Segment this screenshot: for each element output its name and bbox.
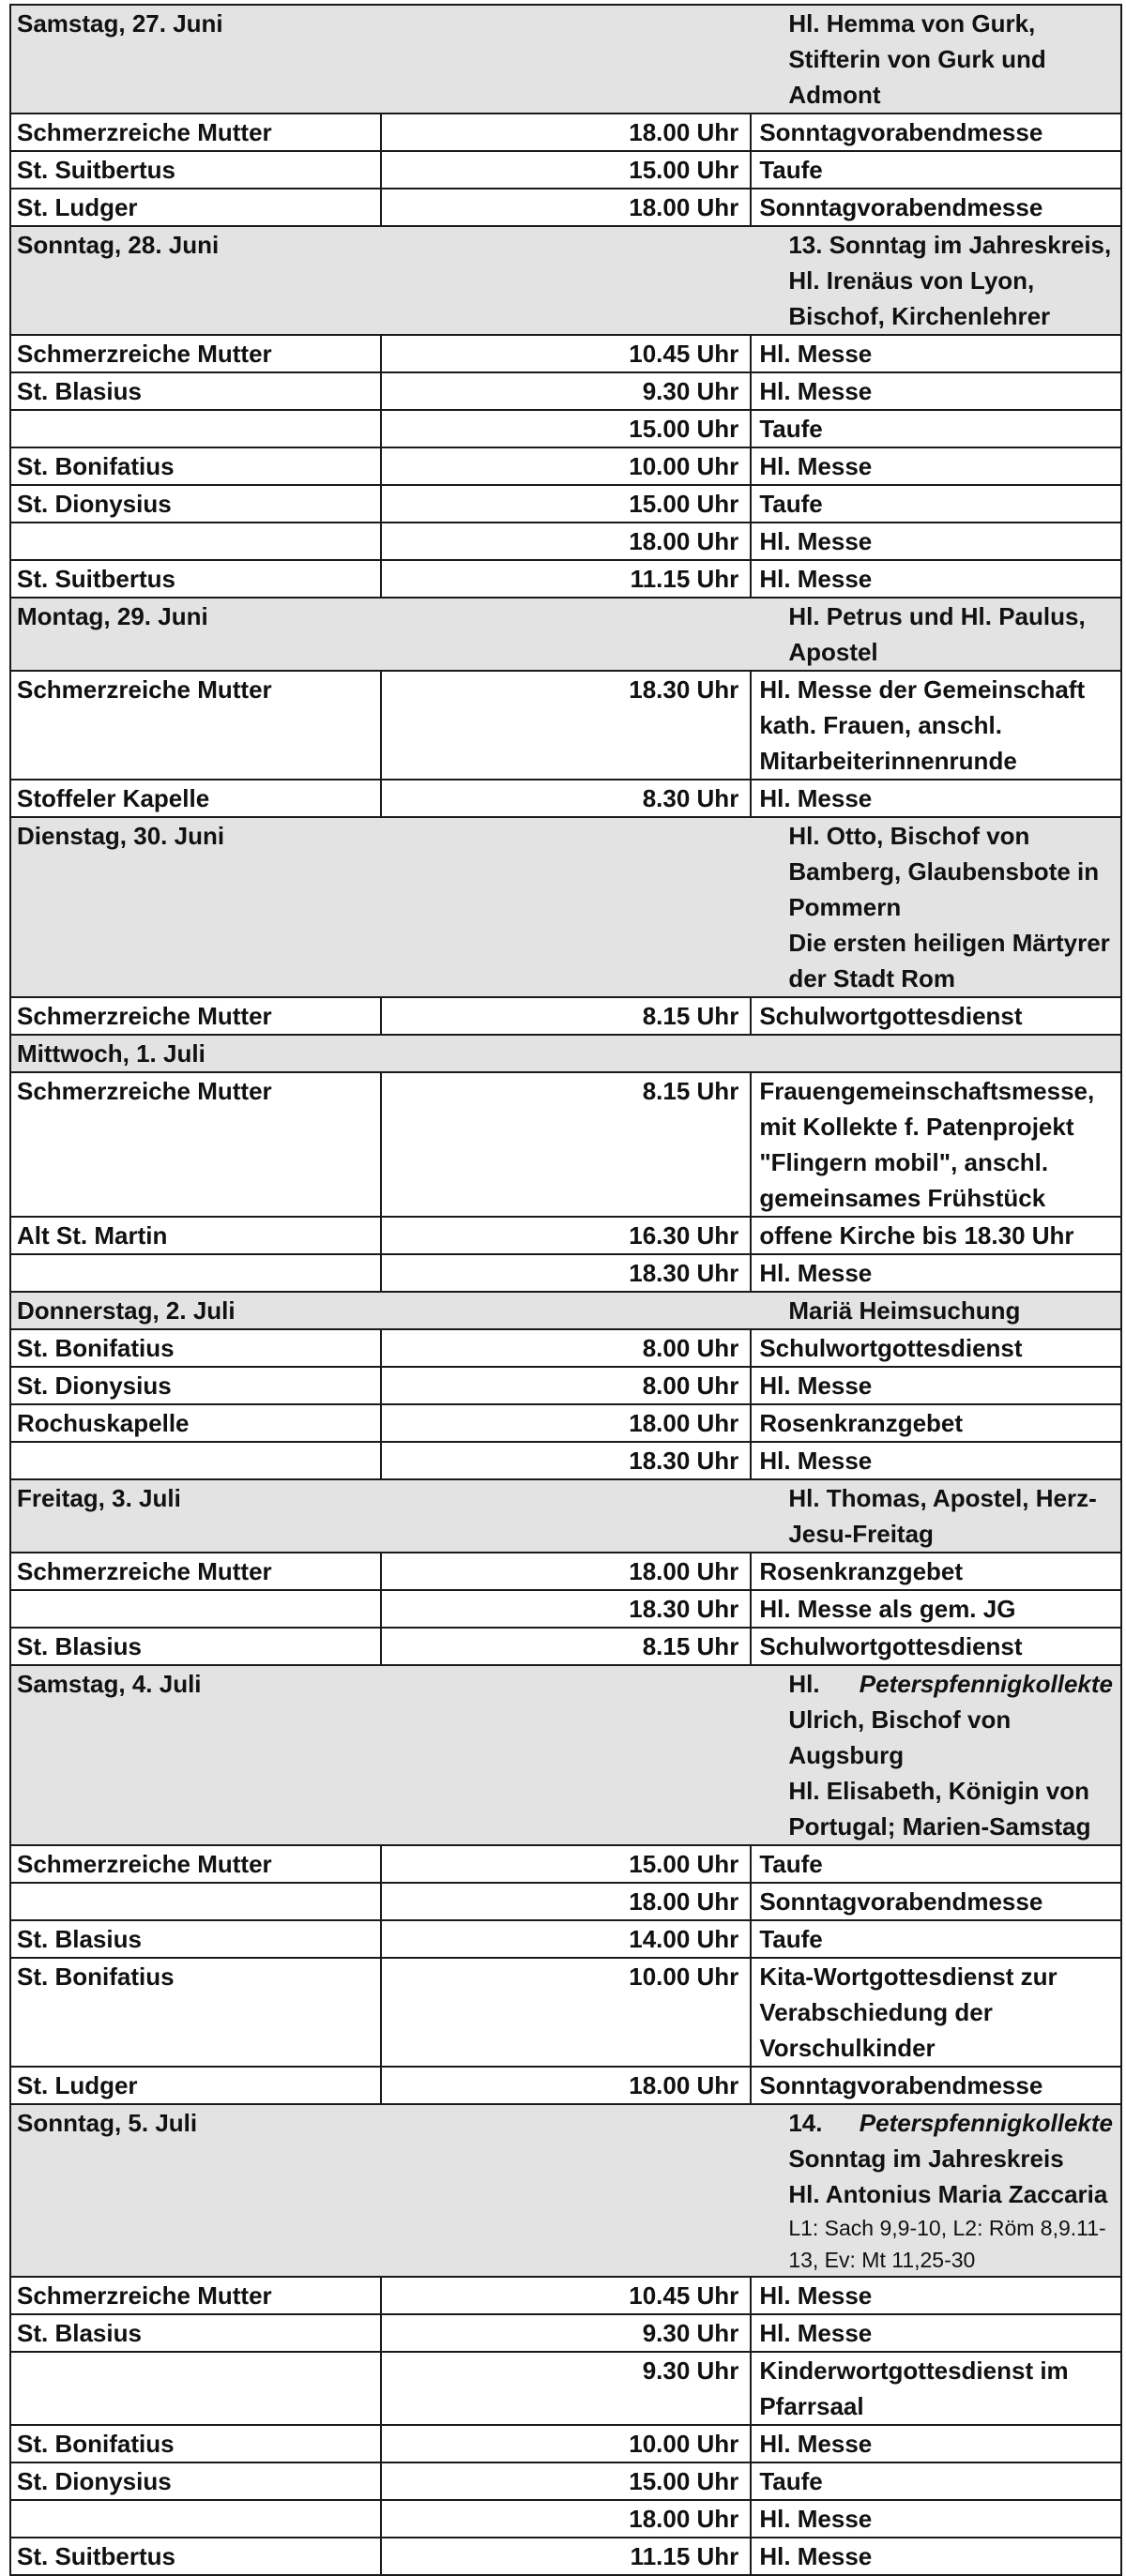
service-row: [10, 151, 1121, 189]
church-name: Schmerzreiche Mutter: [10, 671, 381, 780]
feast-line: Hl. Petrus und Hl. Paulus, Apostel: [788, 602, 1086, 666]
service-time: 11.15 Uhr: [381, 560, 752, 598]
service-time: 15.00 Uhr: [381, 1845, 752, 1883]
service-row: [10, 1883, 1121, 1920]
service-text: Taufe: [759, 156, 823, 184]
day-header-row: [10, 1035, 1121, 1072]
service-description: [751, 997, 1121, 1035]
service-time: 10.45 Uhr: [381, 2277, 752, 2314]
service-text: offene Kirche bis 18.30 Uhr: [759, 1221, 1074, 1250]
service-text: Sonntagvorabendmesse: [759, 2071, 1043, 2099]
service-text: Frauengemeinschaftsmesse, mit Kollekte f. Patenprojekt: [759, 1077, 1095, 1141]
service-row: [10, 2352, 1121, 2425]
church-name: St. Ludger: [10, 2067, 381, 2104]
service-text: Hl. Messe: [759, 565, 873, 593]
service-row: [10, 1845, 1121, 1883]
feast-line: 14. Sonntag im Jahreskreis: [788, 2109, 1064, 2173]
service-time: 16.30 Uhr: [381, 1217, 752, 1254]
service-time: 10.45 Uhr: [381, 335, 752, 372]
feast-line: Hl. Ulrich, Bischof von Augsburg: [788, 1670, 1012, 1769]
day-label: Dienstag, 30. Juni: [10, 817, 751, 997]
service-row: [10, 1590, 1121, 1628]
day-feast-info: [751, 5, 1121, 114]
day-label: Samstag, 4. Juli: [10, 1665, 751, 1845]
service-row: [10, 410, 1121, 447]
service-time: 9.30 Uhr: [381, 2314, 752, 2352]
service-row: [10, 485, 1121, 523]
day-feast-info: [751, 2104, 1121, 2277]
mass-schedule-table: [9, 4, 1122, 2576]
service-time: 8.15 Uhr: [381, 997, 752, 1035]
church-name: St. Blasius: [10, 1920, 381, 1958]
service-row: [10, 780, 1121, 817]
service-time: 18.00 Uhr: [381, 2500, 752, 2538]
service-row: [10, 335, 1121, 372]
day-feast-info: [751, 1292, 1121, 1329]
service-text: Rosenkranzgebet: [759, 1409, 964, 1437]
church-name: Schmerzreiche Mutter: [10, 335, 381, 372]
service-text: Hl. Messe: [759, 1371, 873, 1400]
service-text: Sonntagvorabendmesse: [759, 118, 1043, 146]
service-text: Hl. Messe als gem. JG: [759, 1595, 1016, 1623]
service-row: [10, 2314, 1121, 2352]
service-time: 15.00 Uhr: [381, 410, 752, 447]
service-description: [751, 1254, 1121, 1292]
day-label: Donnerstag, 2. Juli: [10, 1292, 751, 1329]
church-name: [10, 2352, 381, 2425]
collection-note: Peterspfennigkollekte: [859, 1670, 1113, 1698]
service-time: 9.30 Uhr: [381, 372, 752, 410]
feast-line: Die ersten heiligen Märtyrer der Stadt Rom: [788, 929, 1110, 993]
church-name: Schmerzreiche Mutter: [10, 1072, 381, 1217]
day-header-row: [10, 1292, 1121, 1329]
service-text: Hl. Messe: [759, 2319, 873, 2347]
service-text: Taufe: [759, 1925, 823, 1953]
service-row: [10, 1254, 1121, 1292]
service-text: Taufe: [759, 2467, 823, 2495]
service-text-continued: Vorschulkinder: [759, 2034, 936, 2062]
service-description: [751, 1958, 1121, 2067]
service-time: 18.30 Uhr: [381, 671, 752, 780]
schedule-sheet: [9, 4, 1122, 2576]
service-text: Hl. Messe: [759, 1259, 873, 1287]
church-name: Alt St. Martin: [10, 1217, 381, 1254]
day-label: Montag, 29. Juni: [10, 598, 751, 671]
service-row: [10, 2425, 1121, 2462]
church-name: [10, 2500, 381, 2538]
church-name: Stoffeler Kapelle: [10, 780, 381, 817]
service-row: [10, 2277, 1121, 2314]
service-row: [10, 560, 1121, 598]
service-text: Hl. Messe: [759, 527, 873, 555]
day-header-row: [10, 2104, 1121, 2277]
service-time: 10.00 Uhr: [381, 1958, 752, 2067]
service-time: 18.00 Uhr: [381, 1553, 752, 1590]
church-name: Schmerzreiche Mutter: [10, 2277, 381, 2314]
church-name: St. Bonifatius: [10, 2425, 381, 2462]
church-name: [10, 1883, 381, 1920]
service-row: [10, 2500, 1121, 2538]
service-time: 15.00 Uhr: [381, 151, 752, 189]
day-label: Samstag, 27. Juni: [10, 5, 751, 114]
service-text: Schulwortgottesdienst: [759, 1002, 1023, 1030]
service-text: Hl. Messe der Gemeinschaft kath. Frauen, anschl.: [759, 675, 1086, 739]
church-name: St. Suitbertus: [10, 2538, 381, 2575]
church-name: Schmerzreiche Mutter: [10, 1845, 381, 1883]
service-description: [751, 523, 1121, 560]
church-name: St. Ludger: [10, 189, 381, 226]
service-description: [751, 1920, 1121, 1958]
service-text: Schulwortgottesdienst: [759, 1334, 1023, 1362]
church-name: St. Suitbertus: [10, 560, 381, 598]
service-time: 9.30 Uhr: [381, 2352, 752, 2425]
service-text: Taufe: [759, 1850, 823, 1878]
service-description: [751, 2067, 1121, 2104]
service-row: [10, 1367, 1121, 1404]
day-label: Sonntag, 5. Juli: [10, 2104, 751, 2277]
collection-note: Peterspfennigkollekte: [859, 2109, 1113, 2137]
service-description: [751, 1845, 1121, 1883]
service-time: 8.30 Uhr: [381, 780, 752, 817]
service-description: [751, 2538, 1121, 2575]
feast-line: 13. Sonntag im Jahreskreis,: [788, 231, 1112, 259]
service-row: [10, 1329, 1121, 1367]
service-time: 8.15 Uhr: [381, 1072, 752, 1217]
service-description: [751, 1628, 1121, 1665]
service-row: [10, 114, 1121, 151]
service-description: [751, 1367, 1121, 1404]
service-row: [10, 1553, 1121, 1590]
church-name: [10, 410, 381, 447]
day-feast-info: [751, 1665, 1121, 1845]
service-text-continued: "Flingern mobil", anschl. gemeinsames Frühstück: [759, 1148, 1049, 1212]
church-name: [10, 1442, 381, 1479]
service-text: Hl. Messe: [759, 377, 873, 405]
service-row: [10, 1958, 1121, 2067]
service-time: 18.00 Uhr: [381, 2067, 752, 2104]
service-description: [751, 671, 1121, 780]
service-text: Sonntagvorabendmesse: [759, 193, 1043, 221]
day-header-row: [10, 598, 1121, 671]
service-time: 14.00 Uhr: [381, 1920, 752, 1958]
service-time: 18.30 Uhr: [381, 1590, 752, 1628]
day-label: Freitag, 3. Juli: [10, 1479, 751, 1553]
feast-line: Hl. Hemma von Gurk, Stifterin von Gurk und Admont: [788, 9, 1046, 109]
service-row: [10, 447, 1121, 485]
service-time: 18.30 Uhr: [381, 1442, 752, 1479]
scripture-readings: L1: Sach 9,9-10, L2: Röm 8,9.11-13, Ev: Mt 11,25-30: [788, 2216, 1106, 2272]
feast-line: Hl. Antonius Maria Zaccaria: [788, 2180, 1108, 2208]
service-description: [751, 189, 1121, 226]
service-text: Hl. Messe: [759, 2542, 873, 2570]
service-description: [751, 2462, 1121, 2500]
feast-line: Hl. Elisabeth, Königin von Portugal; Marien-Samstag: [788, 1777, 1091, 1841]
service-row: [10, 1072, 1121, 1217]
church-name: [10, 523, 381, 560]
service-row: [10, 523, 1121, 560]
service-description: [751, 485, 1121, 523]
service-description: [751, 1217, 1121, 1254]
service-row: [10, 671, 1121, 780]
service-description: [751, 2425, 1121, 2462]
service-time: 8.15 Uhr: [381, 1628, 752, 1665]
service-description: [751, 1404, 1121, 1442]
church-name: [10, 1254, 381, 1292]
service-text: Kita-Wortgottesdienst zur Verabschiedung der: [759, 1962, 1058, 2026]
church-name: St. Bonifatius: [10, 1329, 381, 1367]
service-description: [751, 410, 1121, 447]
service-description: [751, 114, 1121, 151]
feast-line: Hl. Otto, Bischof von Bamberg, Glaubensbote in Pommern: [788, 822, 1100, 921]
service-row: [10, 2067, 1121, 2104]
church-name: St. Dionysius: [10, 485, 381, 523]
service-text: Taufe: [759, 490, 823, 518]
day-feast-info: [751, 817, 1121, 997]
service-text: Schulwortgottesdienst: [759, 1632, 1023, 1660]
day-label: Mittwoch, 1. Juli: [10, 1035, 751, 1072]
church-name: [10, 1590, 381, 1628]
feast-line: Hl. Thomas, Apostel, Herz-Jesu-Freitag: [788, 1484, 1097, 1548]
church-name: Schmerzreiche Mutter: [10, 114, 381, 151]
service-text: Hl. Messe: [759, 1447, 873, 1475]
service-time: 18.00 Uhr: [381, 1404, 752, 1442]
church-name: Schmerzreiche Mutter: [10, 1553, 381, 1590]
service-row: [10, 1442, 1121, 1479]
day-header-row: [10, 5, 1121, 114]
service-text: Hl. Messe: [759, 452, 873, 480]
service-time: 18.00 Uhr: [381, 189, 752, 226]
church-name: St. Bonifatius: [10, 447, 381, 485]
church-name: Schmerzreiche Mutter: [10, 997, 381, 1035]
day-feast-info: [751, 1479, 1121, 1553]
service-text: Sonntagvorabendmesse: [759, 1887, 1043, 1916]
service-time: 8.00 Uhr: [381, 1367, 752, 1404]
church-name: St. Dionysius: [10, 1367, 381, 1404]
service-description: [751, 447, 1121, 485]
day-header-row: [10, 1665, 1121, 1845]
service-text: Hl. Messe: [759, 784, 873, 812]
service-time: 18.30 Uhr: [381, 1254, 752, 1292]
service-text-continued: Mitarbeiterinnenrunde: [759, 747, 1017, 775]
service-row: [10, 2538, 1121, 2575]
service-description: [751, 780, 1121, 817]
service-description: [751, 2277, 1121, 2314]
service-text: Taufe: [759, 415, 823, 443]
service-text: Hl. Messe: [759, 2281, 873, 2310]
service-row: [10, 2462, 1121, 2500]
service-time: 15.00 Uhr: [381, 2462, 752, 2500]
service-row: [10, 189, 1121, 226]
church-name: St. Suitbertus: [10, 151, 381, 189]
service-row: [10, 1628, 1121, 1665]
church-name: St. Dionysius: [10, 2462, 381, 2500]
church-name: St. Blasius: [10, 1628, 381, 1665]
service-text: Kinderwortgottesdienst im Pfarrsaal: [759, 2356, 1069, 2420]
service-description: [751, 1072, 1121, 1217]
service-row: [10, 1217, 1121, 1254]
service-description: [751, 1329, 1121, 1367]
service-description: [751, 2352, 1121, 2425]
service-time: 15.00 Uhr: [381, 485, 752, 523]
feast-line: Hl. Irenäus von Lyon, Bischof, Kirchenlehrer: [788, 266, 1051, 330]
service-row: [10, 1404, 1121, 1442]
day-header-row: [10, 226, 1121, 335]
service-time: 10.00 Uhr: [381, 2425, 752, 2462]
service-description: [751, 372, 1121, 410]
church-name: St. Blasius: [10, 2314, 381, 2352]
service-time: 11.15 Uhr: [381, 2538, 752, 2575]
service-text: Hl. Messe: [759, 2505, 873, 2533]
day-feast-info: [751, 226, 1121, 335]
service-description: [751, 560, 1121, 598]
service-description: [751, 1590, 1121, 1628]
church-name: St. Blasius: [10, 372, 381, 410]
service-row: [10, 1920, 1121, 1958]
service-description: [751, 1442, 1121, 1479]
church-name: St. Bonifatius: [10, 1958, 381, 2067]
service-text: Rosenkranzgebet: [759, 1557, 964, 1585]
schedule-body: [10, 5, 1121, 2575]
day-header-row: [10, 817, 1121, 997]
service-description: [751, 1553, 1121, 1590]
day-feast-info: [751, 1035, 1121, 1072]
service-row: [10, 372, 1121, 410]
church-name: Rochuskapelle: [10, 1404, 381, 1442]
service-time: 8.00 Uhr: [381, 1329, 752, 1367]
service-row: [10, 997, 1121, 1035]
day-label: Sonntag, 28. Juni: [10, 226, 751, 335]
service-text: Hl. Messe: [759, 340, 873, 368]
day-feast-info: [751, 598, 1121, 671]
day-header-row: [10, 1479, 1121, 1553]
service-time: 18.00 Uhr: [381, 114, 752, 151]
service-text: Hl. Messe: [759, 2430, 873, 2458]
service-description: [751, 2314, 1121, 2352]
service-time: 10.00 Uhr: [381, 447, 752, 485]
service-description: [751, 335, 1121, 372]
service-description: [751, 1883, 1121, 1920]
service-description: [751, 151, 1121, 189]
service-description: [751, 2500, 1121, 2538]
service-time: 18.00 Uhr: [381, 523, 752, 560]
feast-line: Mariä Heimsuchung: [788, 1296, 1021, 1325]
service-time: 18.00 Uhr: [381, 1883, 752, 1920]
